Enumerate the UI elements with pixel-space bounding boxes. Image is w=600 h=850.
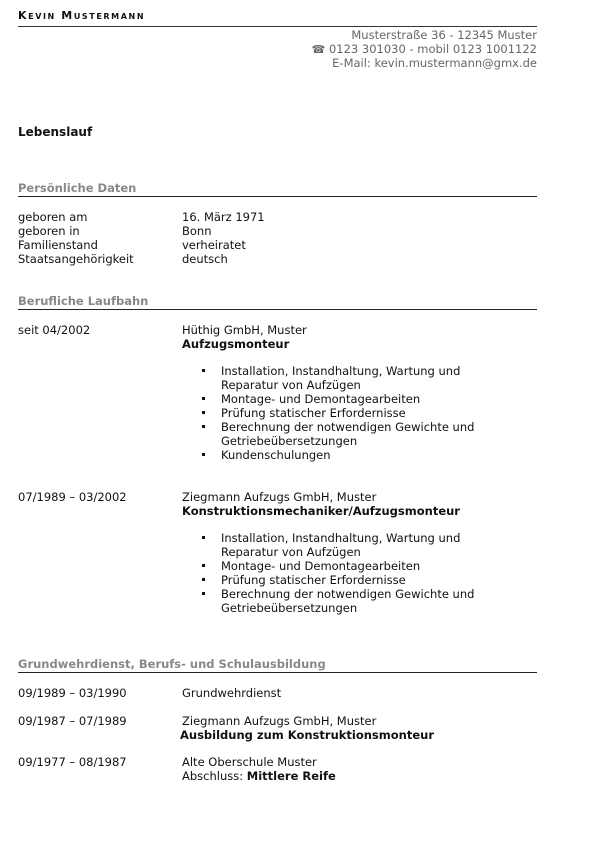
row-label: geboren in (18, 224, 80, 238)
job-task-list (201, 364, 521, 462)
list-item: Berechnung der notwendigen Gewichte und Getriebeübersetzungen (201, 420, 521, 448)
degree-prefix: Abschluss: (182, 769, 247, 783)
education-degree: Ausbildung zum Konstruktionsmonteur (180, 728, 434, 742)
section-heading-career: Berufliche Laufbahn (18, 294, 537, 310)
education-institution: Alte Oberschule Muster (182, 755, 317, 769)
candidate-name: Kevin Mustermann (18, 9, 146, 22)
job-position: Konstruktionsmechaniker/Aufzugsmonteur (182, 504, 460, 518)
job-period: 07/1989 – 03/2002 (18, 490, 127, 504)
job-position: Aufzugsmonteur (182, 337, 290, 351)
section-heading-personal: Persönliche Daten (18, 181, 537, 197)
list-item: Installation, Instandhaltung, Wartung und Reparatur von Aufzügen (201, 364, 521, 392)
education-period: 09/1977 – 08/1987 (18, 755, 127, 769)
list-item: Berechnung der notwendigen Gewichte und Getriebeübersetzungen (201, 587, 521, 615)
row-label: geboren am (18, 210, 88, 224)
list-item: Prüfung statischer Erfordernisse (201, 406, 521, 420)
address: Musterstraße 36 - 12345 Muster (351, 28, 537, 42)
row-label: Staatsangehörigkeit (18, 252, 134, 266)
row-value: 16. März 1971 (182, 210, 265, 224)
section-heading-education: Grundwehrdienst, Berufs- und Schulausbildung (18, 657, 537, 673)
list-item: Prüfung statischer Erfordernisse (201, 573, 521, 587)
list-item: Montage- und Demontagearbeiten (201, 559, 521, 573)
row-value: Bonn (182, 224, 212, 238)
list-item: Installation, Instandhaltung, Wartung und Reparatur von Aufzügen (201, 531, 521, 559)
document-title: Lebenslauf (18, 125, 93, 139)
phone-line (312, 42, 537, 57)
list-item: Montage- und Demontagearbeiten (201, 392, 521, 406)
row-value: deutsch (182, 252, 228, 266)
degree-name: Mittlere Reife (246, 769, 336, 783)
list-item: Kundenschulungen (201, 448, 521, 462)
job-company: Ziegmann Aufzugs GmbH, Muster (182, 490, 377, 504)
education-period: 09/1987 – 07/1989 (18, 714, 127, 728)
email: E-Mail: kevin.mustermann@gmx.de (332, 56, 537, 70)
header-divider (18, 26, 537, 27)
education-period: 09/1989 – 03/1990 (18, 686, 127, 700)
phone-icon: ☎ (311, 43, 326, 56)
row-value: verheiratet (182, 238, 246, 252)
education-title: Grundwehrdienst (182, 686, 282, 700)
education-institution: Ziegmann Aufzugs GmbH, Muster (182, 714, 377, 728)
job-period: seit 04/2002 (18, 323, 91, 337)
job-company: Hüthig GmbH, Muster (182, 323, 307, 337)
education-degree (182, 769, 537, 783)
phone-numbers: 0123 301030 - mobil 0123 1001122 (328, 42, 537, 56)
row-label: Familienstand (18, 238, 98, 252)
job-task-list (201, 531, 521, 615)
